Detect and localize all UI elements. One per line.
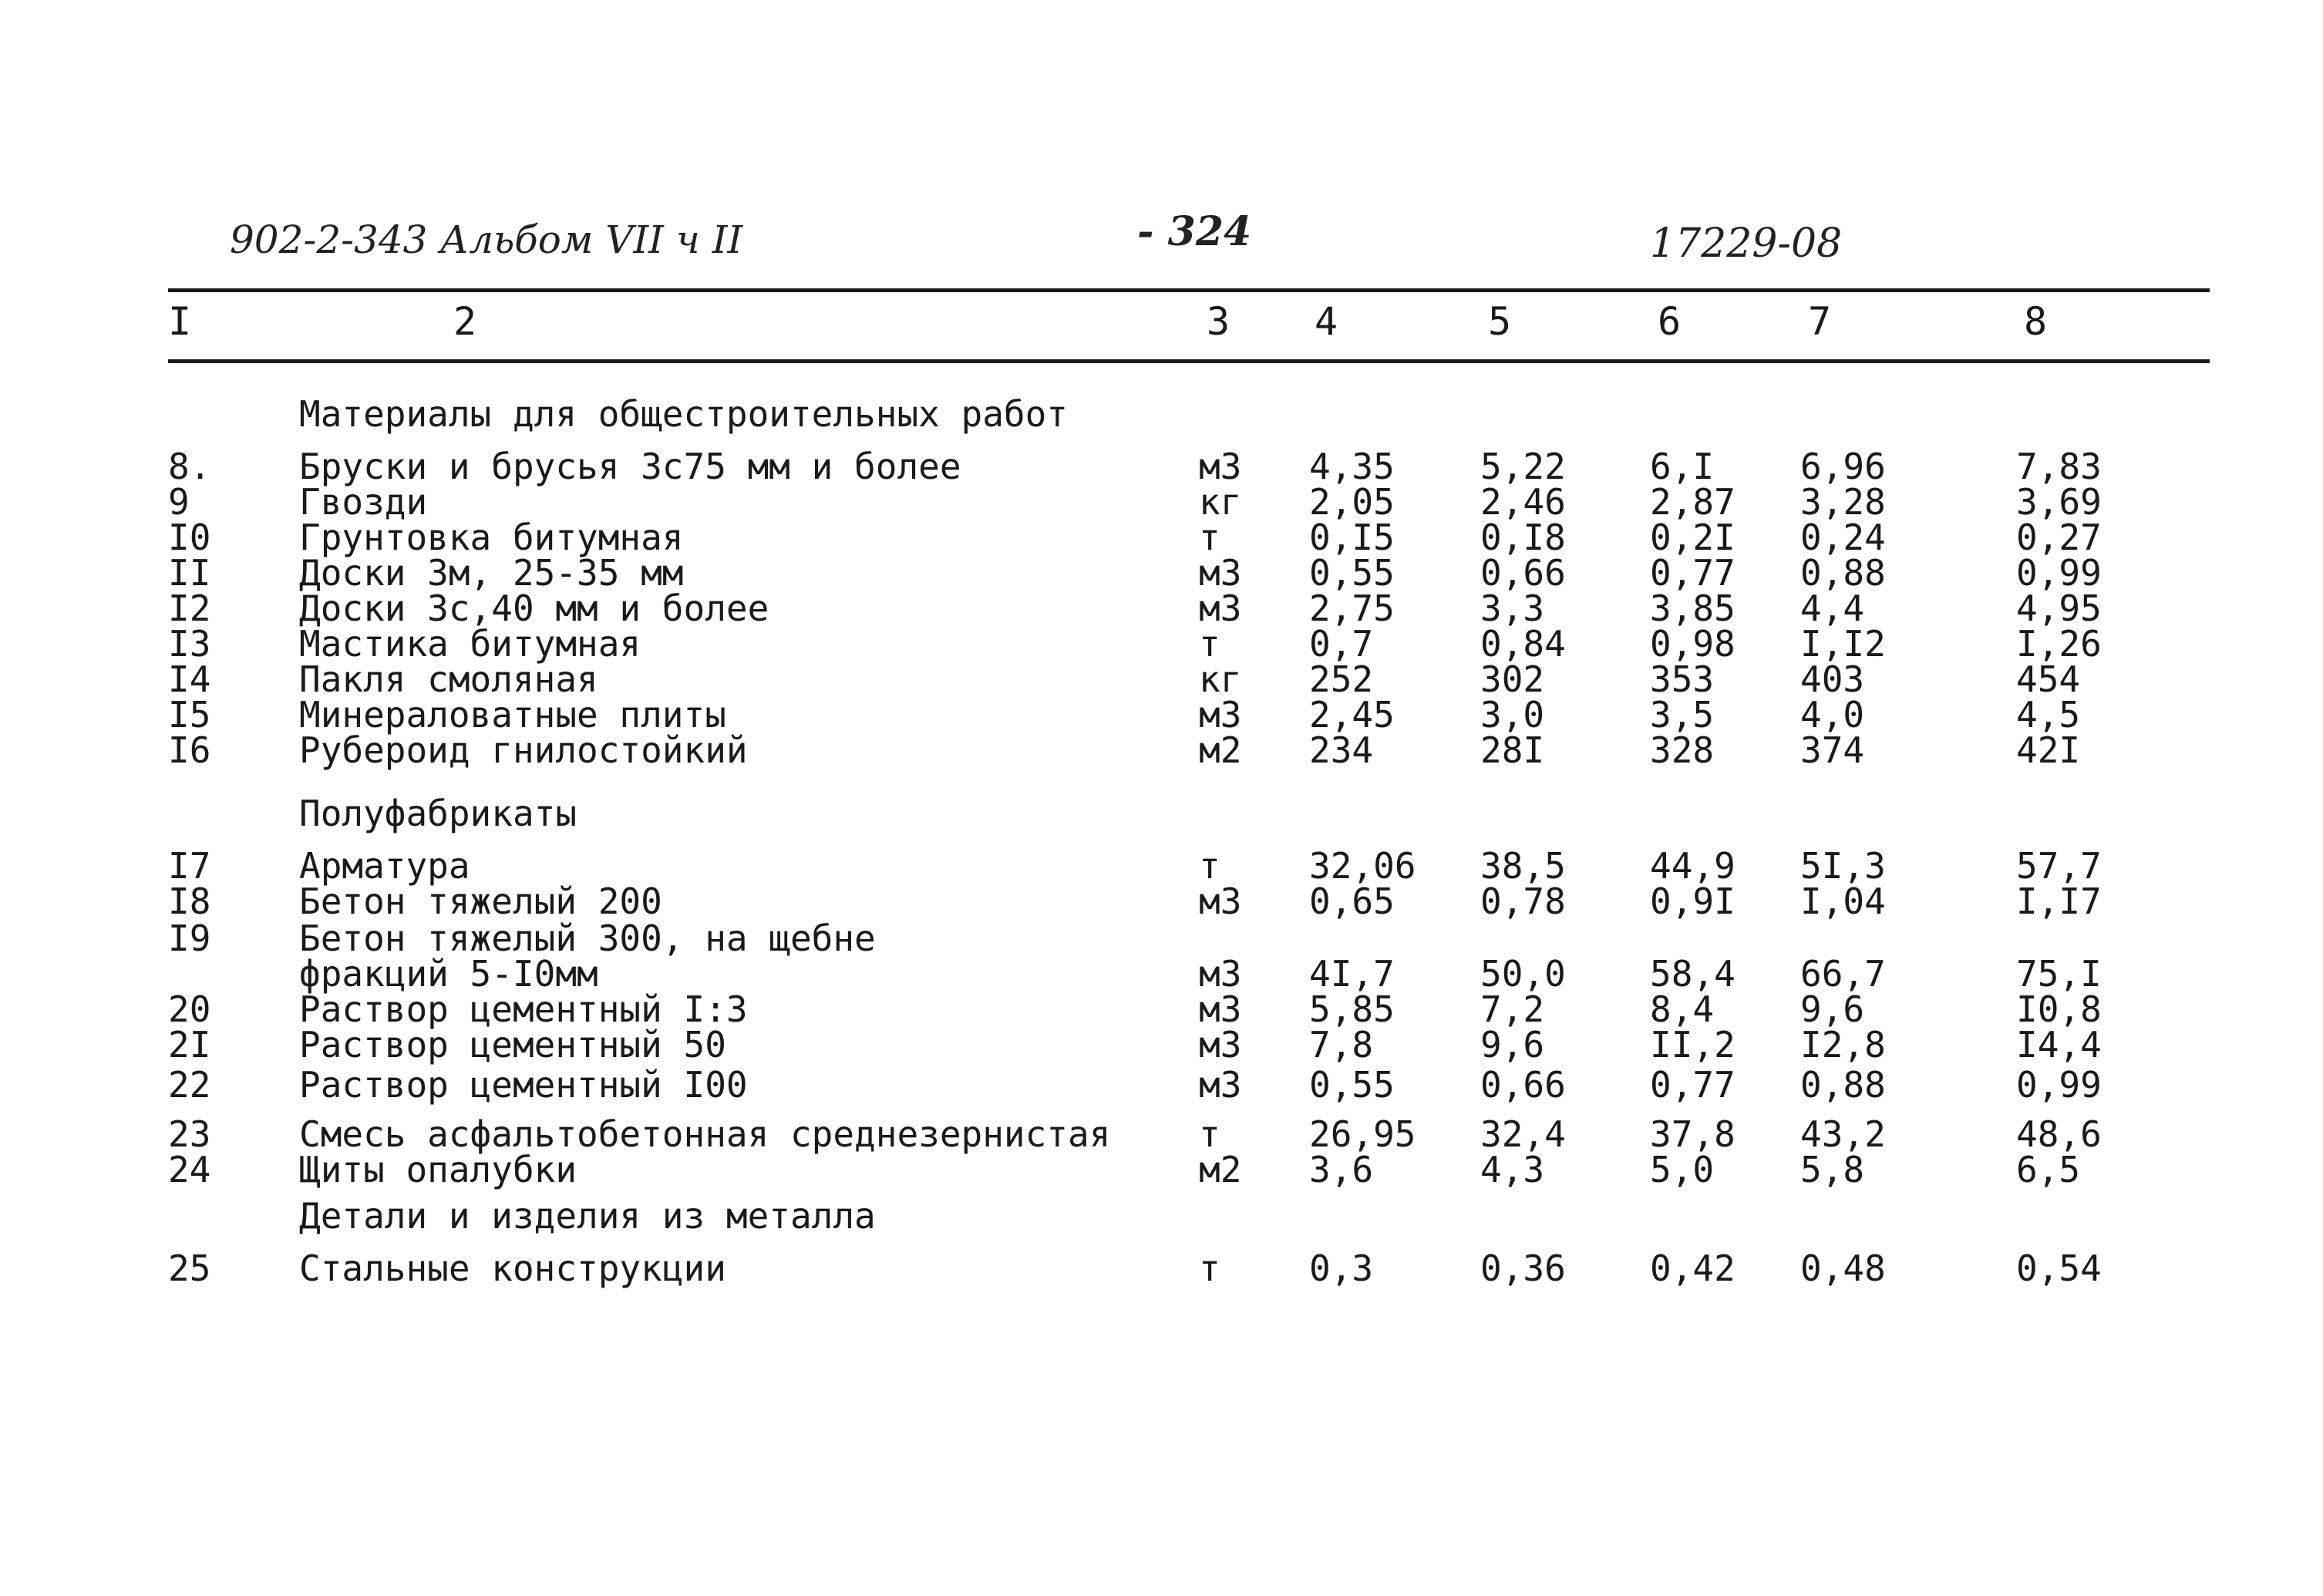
- value-col6: 58,4: [1650, 953, 1736, 995]
- material-name: Доски 3м, 25-35 мм: [299, 552, 684, 594]
- value-col5: 38,5: [1480, 845, 1566, 887]
- value-col7: 66,7: [1800, 953, 1886, 995]
- value-col8: 57,7: [2016, 845, 2102, 887]
- material-name: Грунтовка битумная: [299, 517, 684, 558]
- value-col6: 353: [1650, 658, 1715, 700]
- table-top-rule: [168, 288, 2210, 292]
- value-col5: 7,2: [1480, 988, 1545, 1030]
- section-title: Полуфабрикаты: [299, 793, 577, 834]
- unit: м3: [1199, 1024, 1242, 1066]
- value-col8: 0,99: [2016, 1064, 2102, 1106]
- table-row: [0, 588, 2323, 629]
- section-title: Детали и изделия из металла: [299, 1195, 876, 1237]
- value-col4: 2,45: [1309, 694, 1395, 736]
- row-number: 20: [168, 988, 211, 1030]
- column-header-1: I: [168, 299, 192, 344]
- row-number: I0: [168, 517, 211, 558]
- value-col6: 0,42: [1650, 1248, 1736, 1289]
- value-col5: 3,0: [1480, 694, 1545, 736]
- material-name: Бетон тяжелый 300, на щебне: [299, 918, 876, 959]
- value-col7: 3,28: [1800, 481, 1886, 523]
- column-header-7: 7: [1808, 299, 1832, 344]
- value-col6: 0,2I: [1650, 517, 1736, 558]
- value-col8: 454: [2016, 658, 2081, 700]
- row-number: I2: [168, 588, 211, 629]
- table-row: [0, 988, 2323, 1030]
- table-row: [0, 694, 2323, 736]
- value-col5: 0,84: [1480, 623, 1566, 665]
- material-name: Арматура: [299, 845, 470, 887]
- value-col4: 0,7: [1309, 623, 1374, 665]
- value-col8: 42I: [2016, 729, 2081, 771]
- value-col7: 403: [1800, 658, 1865, 700]
- value-col5: 5,22: [1480, 446, 1566, 487]
- value-col4: 26,95: [1309, 1113, 1416, 1155]
- value-col7: 0,48: [1800, 1248, 1886, 1289]
- value-col6: 328: [1650, 729, 1715, 771]
- material-name: Раствор цементный I:3: [299, 988, 748, 1030]
- value-col8: 3,69: [2016, 481, 2102, 523]
- table-row: [0, 552, 2323, 594]
- value-col8: 48,6: [2016, 1113, 2102, 1155]
- table-row: [0, 953, 2323, 995]
- row-number: 2I: [168, 1024, 211, 1066]
- value-col5: 9,6: [1480, 1024, 1545, 1066]
- table-row: [0, 1024, 2323, 1066]
- table-row: [0, 845, 2323, 887]
- value-col8: 0,54: [2016, 1248, 2102, 1289]
- value-col4: 4I,7: [1309, 953, 1395, 995]
- value-col5: 3,3: [1480, 588, 1545, 629]
- value-col7: 5,8: [1800, 1149, 1865, 1190]
- row-number: 23: [168, 1113, 211, 1155]
- value-col6: 0,9I: [1650, 880, 1736, 922]
- value-col4: 0,3: [1309, 1248, 1374, 1289]
- value-col7: 0,88: [1800, 1064, 1886, 1106]
- value-col5: 0,78: [1480, 880, 1566, 922]
- material-name: Гвозди: [299, 481, 428, 523]
- value-col7: 4,4: [1800, 588, 1865, 629]
- value-col7: I,04: [1800, 880, 1886, 922]
- value-col6: II,2: [1650, 1024, 1736, 1066]
- value-col8: 0,99: [2016, 552, 2102, 594]
- column-header-3: 3: [1207, 299, 1231, 344]
- row-number: 9: [168, 481, 190, 523]
- row-number: I4: [168, 658, 211, 700]
- value-col6: 2,87: [1650, 481, 1736, 523]
- document-code: 902-2-343 Альбом VII ч II: [230, 217, 743, 262]
- value-col4: 234: [1309, 729, 1374, 771]
- value-col4: 0,55: [1309, 552, 1395, 594]
- table-row: [0, 517, 2323, 558]
- value-col7: 43,2: [1800, 1113, 1886, 1155]
- unit: м3: [1199, 953, 1242, 995]
- value-col5: 0,66: [1480, 552, 1566, 594]
- unit: т: [1199, 845, 1220, 887]
- value-col5: 0,66: [1480, 1064, 1566, 1106]
- value-col6: 6,I: [1650, 446, 1715, 487]
- column-header-4: 4: [1315, 299, 1338, 344]
- material-name: Раствор цементный I00: [299, 1064, 748, 1106]
- unit: м3: [1199, 552, 1242, 594]
- table-row: [0, 1064, 2323, 1106]
- column-header-2: 2: [453, 299, 477, 344]
- project-code: 17229-08: [1650, 221, 1843, 267]
- unit: м3: [1199, 880, 1242, 922]
- row-number: 22: [168, 1064, 211, 1106]
- unit: м3: [1199, 988, 1242, 1030]
- value-col4: 5,85: [1309, 988, 1395, 1030]
- value-col6: 0,98: [1650, 623, 1736, 665]
- table-row: [0, 481, 2323, 523]
- material-name: Смесь асфальтобетонная среднезернистая: [299, 1113, 1111, 1155]
- value-col4: 2,75: [1309, 588, 1395, 629]
- material-name: Рубероид гнилостойкий: [299, 729, 748, 771]
- value-col4: 252: [1309, 658, 1374, 700]
- value-col6: 0,77: [1650, 1064, 1736, 1106]
- value-col8: I,26: [2016, 623, 2102, 665]
- material-name: Мастика битумная: [299, 623, 641, 665]
- table-row: [0, 729, 2323, 771]
- unit: кг: [1199, 658, 1242, 700]
- value-col7: I2,8: [1800, 1024, 1886, 1066]
- column-header-6: 6: [1658, 299, 1682, 344]
- value-col4: 3,6: [1309, 1149, 1374, 1190]
- row-number: I6: [168, 729, 211, 771]
- material-name: Доски 3с,40 мм и более: [299, 588, 769, 629]
- unit: м3: [1199, 588, 1242, 629]
- value-col6: 5,0: [1650, 1149, 1715, 1190]
- value-col5: 302: [1480, 658, 1545, 700]
- unit: м3: [1199, 446, 1242, 487]
- material-name: Бруски и брусья 3с75 мм и более: [299, 446, 961, 487]
- value-col7: 9,6: [1800, 988, 1865, 1030]
- value-col6: 3,85: [1650, 588, 1736, 629]
- material-name: Минераловатные плиты: [299, 694, 726, 736]
- table-row: [0, 918, 2323, 959]
- unit: м2: [1199, 1149, 1242, 1190]
- value-col4: 32,06: [1309, 845, 1416, 887]
- value-col5: 28I: [1480, 729, 1545, 771]
- row-number: 24: [168, 1149, 211, 1190]
- value-col4: 0,65: [1309, 880, 1395, 922]
- value-col7: 6,96: [1800, 446, 1886, 487]
- unit: кг: [1199, 481, 1242, 523]
- material-name: Пакля смоляная: [299, 658, 598, 700]
- row-number: I8: [168, 880, 211, 922]
- table-row: [0, 446, 2323, 487]
- value-col7: 0,24: [1800, 517, 1886, 558]
- unit: т: [1199, 517, 1220, 558]
- value-col5: 4,3: [1480, 1149, 1545, 1190]
- value-col8: 75,I: [2016, 953, 2102, 995]
- row-number: II: [168, 552, 211, 594]
- column-header-8: 8: [2024, 299, 2048, 344]
- value-col4: 2,05: [1309, 481, 1395, 523]
- unit: м3: [1199, 1064, 1242, 1106]
- value-col8: 6,5: [2016, 1149, 2081, 1190]
- value-col6: 44,9: [1650, 845, 1736, 887]
- row-number: I3: [168, 623, 211, 665]
- value-col4: 0,I5: [1309, 517, 1395, 558]
- table-row: [0, 1248, 2323, 1289]
- material-name: Стальные конструкции: [299, 1248, 726, 1289]
- value-col8: I0,8: [2016, 988, 2102, 1030]
- value-col5: 0,36: [1480, 1248, 1566, 1289]
- value-col7: 4,0: [1800, 694, 1865, 736]
- value-col6: 8,4: [1650, 988, 1715, 1030]
- value-col8: 0,27: [2016, 517, 2102, 558]
- material-name: Раствор цементный 50: [299, 1024, 726, 1066]
- value-col7: 0,88: [1800, 552, 1886, 594]
- value-col4: 0,55: [1309, 1064, 1395, 1106]
- value-col7: 5I,3: [1800, 845, 1886, 887]
- value-col6: 0,77: [1650, 552, 1736, 594]
- row-number: I7: [168, 845, 211, 887]
- value-col5: 2,46: [1480, 481, 1566, 523]
- value-col4: 7,8: [1309, 1024, 1374, 1066]
- unit: м3: [1199, 694, 1242, 736]
- table-row: [0, 1149, 2323, 1190]
- table-row: [0, 880, 2323, 922]
- value-col8: I4,4: [2016, 1024, 2102, 1066]
- row-number: 25: [168, 1248, 211, 1289]
- row-number: I5: [168, 694, 211, 736]
- page-number: - 324: [1137, 208, 1252, 255]
- value-col5: 32,4: [1480, 1113, 1566, 1155]
- table-row: [0, 1113, 2323, 1155]
- value-col8: 4,95: [2016, 588, 2102, 629]
- value-col8: 4,5: [2016, 694, 2081, 736]
- material-name: Бетон тяжелый 200: [299, 880, 662, 922]
- value-col5: 50,0: [1480, 953, 1566, 995]
- row-number: 8.: [168, 446, 211, 487]
- table-row: [0, 623, 2323, 665]
- unit: т: [1199, 623, 1220, 665]
- value-col8: 7,83: [2016, 446, 2102, 487]
- material-name: фракций 5-I0мм: [299, 953, 598, 995]
- column-header-5: 5: [1488, 299, 1512, 344]
- table-row: [0, 658, 2323, 700]
- value-col6: 3,5: [1650, 694, 1715, 736]
- value-col6: 37,8: [1650, 1113, 1736, 1155]
- value-col7: 374: [1800, 729, 1865, 771]
- value-col5: 0,I8: [1480, 517, 1566, 558]
- material-name: Щиты опалубки: [299, 1149, 577, 1190]
- unit: т: [1199, 1113, 1220, 1155]
- value-col8: I,I7: [2016, 880, 2102, 922]
- row-number: I9: [168, 918, 211, 959]
- table-header-rule: [168, 359, 2210, 363]
- value-col4: 4,35: [1309, 446, 1395, 487]
- unit: м2: [1199, 729, 1242, 771]
- section-title: Материалы для общестроительных работ: [299, 393, 1068, 435]
- unit: т: [1199, 1248, 1220, 1289]
- value-col7: I,I2: [1800, 623, 1886, 665]
